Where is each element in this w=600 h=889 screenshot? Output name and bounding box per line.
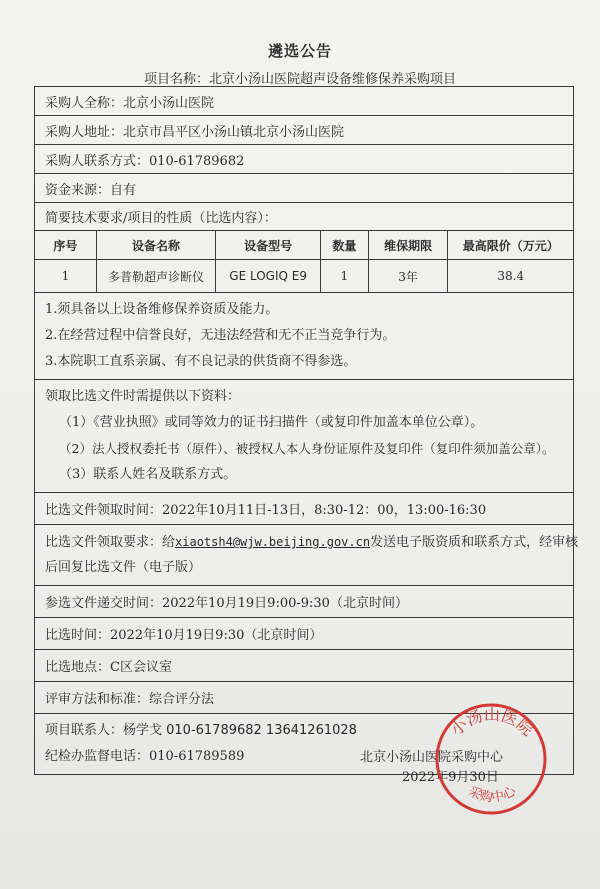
requirements-row bbox=[35, 203, 573, 231]
contact-block bbox=[35, 714, 573, 774]
material-item-2: （2）法人授权委托书（原件）、被授权人本人身份证原件及复印件（复印件须加盖公章）。 bbox=[59, 441, 555, 456]
evaluation-method: 评审方法和标准：综合评分法 bbox=[45, 692, 215, 707]
material-item-1: （1）《营业执照》或同等效力的证书扫描件（或复印件加盖本单位公章）。 bbox=[59, 415, 484, 430]
selection-location: 比选地点：C区会议室 bbox=[45, 660, 172, 675]
submit-time: 参选文件递交时间：2022年10月19日9:00-9:30（北京时间） bbox=[45, 596, 408, 611]
cell-price: 38.4 bbox=[497, 269, 525, 283]
footer-date: 2022年9月30日 bbox=[402, 770, 499, 785]
collect-time: 比选文件领取时间：2022年10月11日-13日，8:30-12：00，13:00-16:30 bbox=[45, 503, 487, 518]
col-header-term: 维保期限 bbox=[369, 231, 449, 259]
selection-time: 比选时间：2022年10月19日9:30（北京时间） bbox=[45, 628, 323, 643]
materials-intro: 领取比选文件时需提供以下资料： bbox=[45, 389, 241, 404]
selection-time-row bbox=[35, 618, 573, 650]
table-row bbox=[35, 260, 573, 293]
qualification-1: 1.须具备以上设备维修保养资质及能力。 bbox=[45, 302, 279, 317]
supervision-phone: 纪检办监督电话：010-61789589 bbox=[45, 749, 245, 764]
qualifications-block bbox=[35, 293, 573, 380]
cell-name: 多普勒超声诊断仪 bbox=[97, 260, 217, 292]
col-header-price: 最高限价（万元） bbox=[462, 238, 559, 253]
collect-requirement-line-2: 后回复比选文件（电子版） bbox=[45, 560, 202, 575]
collect-requirement-prefix: 比选文件领取要求：给 bbox=[45, 535, 176, 550]
email-link[interactable]: xiaotsh4@wjw.beijing.gov.cn bbox=[175, 535, 371, 549]
submit-time-row bbox=[35, 586, 573, 618]
seal-top-text: 小汤山医院 bbox=[446, 705, 538, 740]
location-row bbox=[35, 650, 573, 682]
requirements-heading: 简要技术要求/项目的性质（比选内容）： bbox=[45, 211, 277, 226]
qualification-2: 2.在经营过程中信誉良好，无违法经营和无不正当竞争行为。 bbox=[45, 328, 396, 343]
qualification-3: 3.本院职工直系亲属、有不良记录的供货商不得参选。 bbox=[45, 354, 357, 369]
equipment-table-header bbox=[35, 231, 573, 260]
col-header-model: 设备型号 bbox=[216, 231, 321, 259]
buyer-contact: 采购人联系方式：010-61789682 bbox=[45, 153, 245, 169]
buyer-name-row bbox=[35, 87, 573, 116]
collect-requirement-row bbox=[35, 525, 579, 586]
cell-term: 3年 bbox=[369, 260, 449, 292]
funding-row bbox=[35, 174, 573, 203]
col-header-name: 设备名称 bbox=[97, 231, 217, 259]
buyer-address: 采购人地址：北京市昌平区小汤山镇北京小汤山医院 bbox=[45, 124, 345, 140]
buyer-contact-row bbox=[35, 145, 573, 174]
collect-requirement-line-1 bbox=[45, 529, 579, 555]
footer-org: 北京小汤山医院采购中心 bbox=[360, 750, 504, 765]
material-item-3: （3）联系人姓名及联系方式。 bbox=[59, 467, 237, 482]
funding-source: 资金来源：自有 bbox=[45, 182, 137, 198]
collect-time-row bbox=[35, 493, 573, 525]
materials-block bbox=[35, 380, 573, 493]
cell-index: 1 bbox=[35, 260, 97, 292]
notice-title: 遴选公告 bbox=[267, 42, 332, 60]
project-name: 项目名称：北京小汤山医院超声设备维修保养采购项目 bbox=[143, 72, 456, 87]
buyer-address-row bbox=[35, 116, 573, 145]
cell-qty: 1 bbox=[321, 260, 369, 292]
col-header-qty: 数量 bbox=[321, 231, 369, 259]
col-header-index: 序号 bbox=[35, 231, 97, 259]
cell-model: GE LOGIQ E9 bbox=[216, 260, 321, 292]
buyer-name: 采购人全称：北京小汤山医院 bbox=[45, 95, 215, 111]
seal-bottom-text: 采购中心 bbox=[465, 783, 519, 806]
notice-form bbox=[34, 86, 579, 775]
method-row bbox=[35, 682, 573, 714]
collect-requirement-suffix: 发送电子版资质和联系方式，经审核 bbox=[370, 535, 579, 550]
project-contact: 项目联系人：杨学戈 010-61789682 13641261028 bbox=[45, 723, 357, 738]
